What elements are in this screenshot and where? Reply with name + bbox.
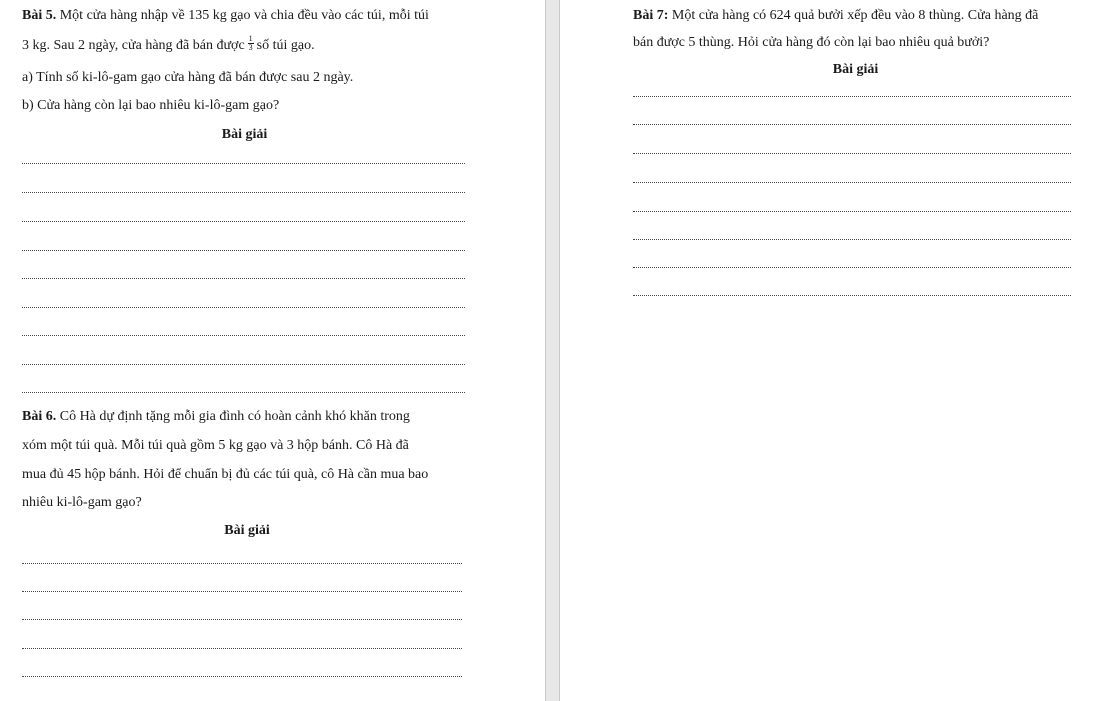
document-page-right bbox=[560, 0, 1101, 701]
page-gutter-divider bbox=[545, 0, 560, 701]
bai5-number: Bài 5. bbox=[22, 8, 57, 23]
bai6-text-line-1: Cô Hà dự định tặng mỗi gia đình có hoàn cảnh khó khăn trong bbox=[59, 409, 410, 424]
bai5-text-line-1: Một cửa hàng nhập về 135 kg gạo và chia đều vào các túi, mỗi túi bbox=[59, 8, 429, 23]
bai7-text-line-1: Một cửa hàng có 624 quả bưởi xếp đều vào 8 thùng. Cửa hàng đã bbox=[671, 8, 1039, 23]
document-page-left bbox=[0, 0, 545, 701]
fraction-denominator: 3 bbox=[248, 43, 253, 53]
bai7-answer-line[interactable] bbox=[633, 239, 1071, 240]
bai5-answer-line[interactable] bbox=[22, 163, 465, 164]
bai5-answer-line[interactable] bbox=[22, 192, 465, 193]
bai6-answer-line[interactable] bbox=[22, 619, 462, 620]
bai5-answer-line[interactable] bbox=[22, 278, 465, 279]
bai6-line-4: nhiêu ki-lô-gam gạo? bbox=[22, 495, 142, 510]
bai6-solution-heading: Bài giải bbox=[224, 523, 270, 538]
bai7-line-1 bbox=[633, 7, 1038, 25]
bai5-line-1 bbox=[22, 7, 429, 25]
bai7-number: Bài 7: bbox=[633, 8, 669, 23]
bai5-solution-heading: Bài giải bbox=[221, 127, 268, 142]
bai6-line-3: mua đủ 45 hộp bánh. Hỏi để chuẩn bị đủ các túi quà, cô Hà cần mua bao bbox=[22, 467, 429, 482]
bai7-answer-line[interactable] bbox=[633, 153, 1071, 154]
bai7-answer-line[interactable] bbox=[633, 124, 1071, 125]
bai7-solution-heading: Bài giải bbox=[832, 62, 879, 77]
bai5-answer-line[interactable] bbox=[22, 250, 465, 251]
bai5-part-a: a) Tính số ki-lô-gam gạo cửa hàng đã bán được sau 2 ngày. bbox=[22, 70, 354, 85]
bai5-text-line-2-pre: 3 kg. Sau 2 ngày, cửa hàng đã bán được bbox=[22, 38, 245, 53]
bai7-answer-line[interactable] bbox=[633, 96, 1071, 97]
fraction-one-third bbox=[248, 35, 254, 52]
bai5-answer-line[interactable] bbox=[22, 335, 465, 336]
bai5-answer-line[interactable] bbox=[22, 307, 465, 308]
bai5-answer-line[interactable] bbox=[22, 221, 465, 222]
bai7-answer-line[interactable] bbox=[633, 295, 1071, 296]
bai6-answer-line[interactable] bbox=[22, 648, 462, 649]
bai6-line-2: xóm một túi quà. Mỗi túi quà gồm 5 kg gạo và 3 hộp bánh. Cô Hà đã bbox=[22, 438, 409, 453]
bai6-answer-line[interactable] bbox=[22, 563, 462, 564]
bai5-text-line-2-post: số túi gạo. bbox=[256, 38, 315, 53]
bai7-answer-line[interactable] bbox=[633, 211, 1071, 212]
bai5-part-b: b) Cửa hàng còn lại bao nhiêu ki-lô-gam gạo? bbox=[22, 98, 280, 113]
bai5-answer-line[interactable] bbox=[22, 364, 465, 365]
bai7-answer-line[interactable] bbox=[633, 267, 1071, 268]
bai5-answer-line[interactable] bbox=[22, 392, 465, 393]
bai5-line-2 bbox=[22, 34, 315, 55]
bai7-line-2: bán được 5 thùng. Hỏi cửa hàng đó còn lại bao nhiêu quả bưởi? bbox=[633, 35, 990, 50]
bai6-answer-line[interactable] bbox=[22, 676, 462, 677]
bai7-answer-line[interactable] bbox=[633, 182, 1071, 183]
bai6-line-1 bbox=[22, 408, 410, 426]
bai6-number: Bài 6. bbox=[22, 409, 57, 424]
fraction-numerator: 1 bbox=[248, 34, 253, 44]
bai6-answer-line[interactable] bbox=[22, 591, 462, 592]
